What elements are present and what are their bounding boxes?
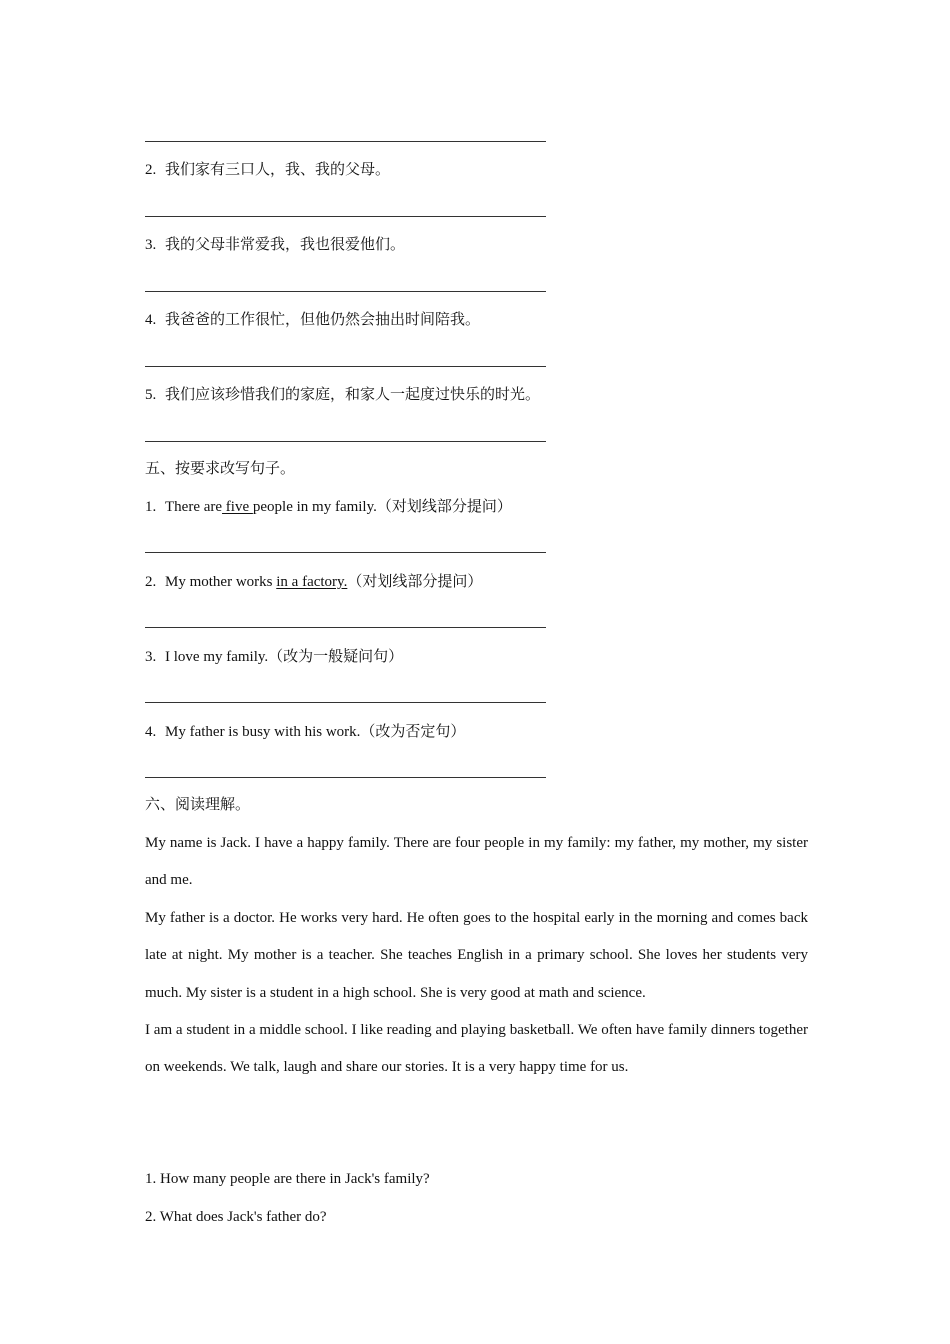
rewrite-item: 4. My father is busy with his work.（改为否定句） [145, 724, 466, 740]
answer-line[interactable] [145, 366, 546, 367]
rewrite-item: 3. I love my family.（改为一般疑问句） [145, 649, 404, 665]
translation-item: 3. 我的父母非常爱我，我也很爱他们。 [145, 237, 406, 253]
passage-paragraph: My father is a doctor. He works very hard. He often goes to the hospital early in the morning and comes back late at night. My mother is a teacher. She teaches English in a primary school. She loves her students very much. My sister is a student in a high school. She is very good at math and science. [145, 909, 808, 1001]
answer-line[interactable] [145, 441, 546, 442]
answer-line[interactable] [145, 777, 546, 778]
answer-line[interactable] [145, 291, 546, 292]
reading-passage [145, 825, 808, 1087]
section-6-title: 六、阅读理解。 [145, 797, 251, 813]
passage-paragraph: I am a student in a middle school. I like reading and playing basketball. We often have family dinners together on weekends. We talk, laugh and share our stories. It is a very happy time for us. [145, 1022, 808, 1076]
rewrite-item: 1. There are five people in my family.（对划线部分提问） [145, 499, 512, 515]
answer-line[interactable] [145, 627, 546, 628]
answer-line[interactable] [145, 216, 546, 217]
answer-line[interactable] [145, 702, 546, 703]
translation-item: 2. 我们家有三口人，我、我的父母。 [145, 162, 391, 178]
answer-line[interactable] [145, 141, 546, 142]
section-5-title: 五、按要求改写句子。 [145, 461, 296, 477]
reading-question: 1. How many people are there in Jack's family? [145, 1171, 430, 1187]
passage-paragraph: My name is Jack. I have a happy family. There are four people in my family: my father, my mother, my sister and me. [145, 835, 808, 889]
rewrite-item: 2. My mother works in a factory.（对划线部分提问） [145, 574, 483, 590]
reading-question: 2. What does Jack's father do? [145, 1209, 327, 1225]
translation-item: 4. 我爸爸的工作很忙，但他仍然会抽出时间陪我。 [145, 312, 481, 328]
answer-line[interactable] [145, 552, 546, 553]
translation-item: 5. 我们应该珍惜我们的家庭，和家人一起度过快乐的时光。 [145, 387, 541, 403]
